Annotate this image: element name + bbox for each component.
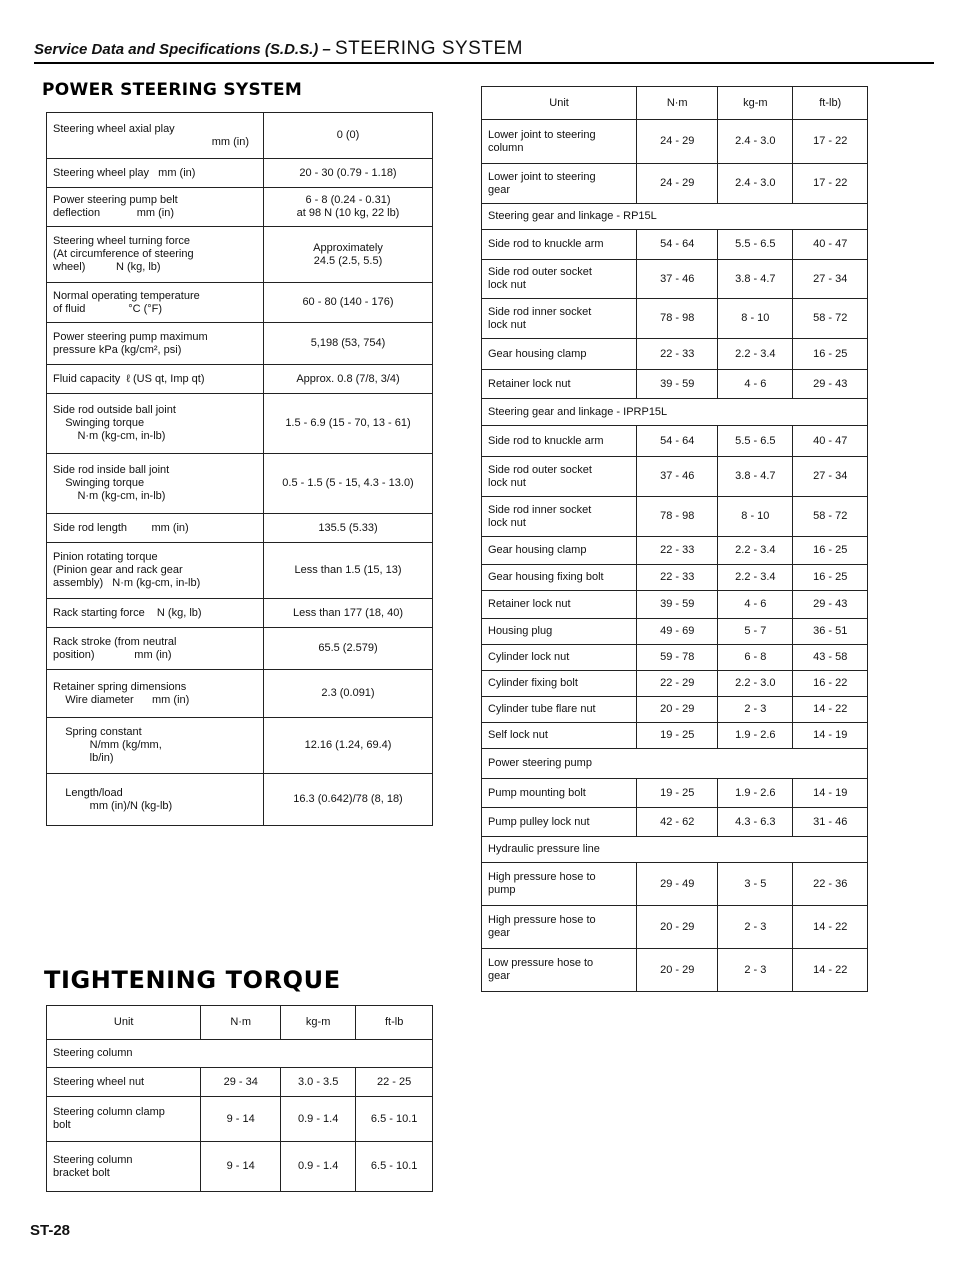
spec-label: Steering wheel play mm (in)	[53, 166, 196, 179]
item-label	[482, 645, 637, 671]
table-row	[482, 120, 868, 164]
torque-kgm: 0.9 - 1.4	[281, 1097, 356, 1142]
item-text: Steering column clamp bolt	[53, 1106, 165, 1131]
spec-value: Less than 177 (18, 40)	[292, 606, 404, 619]
spec-unit: mm (in)	[211, 135, 249, 148]
spec-value: 60 - 80 (140 - 176)	[302, 296, 394, 308]
torque-nm: 24 - 29	[637, 120, 718, 164]
spec-value: 16.3 (0.642)/78 (8, 18)	[293, 793, 403, 805]
table-row	[482, 339, 868, 370]
spec-row	[47, 454, 433, 514]
spec-value-cell	[264, 188, 433, 227]
torque-kgm: 5.5 - 6.5	[718, 230, 793, 260]
item-label	[482, 260, 637, 299]
item-label	[482, 299, 637, 339]
item-label	[482, 537, 637, 565]
torque-ftlb: 58 - 72	[793, 497, 868, 537]
spec-value: 0.5 - 1.5 (5 - 15, 4.3 - 13.0)	[282, 477, 414, 489]
spec-value-cell	[264, 543, 433, 599]
torque-nm: 22 - 33	[637, 565, 718, 591]
spec-label: Steering wheel axial play	[53, 122, 175, 135]
spec-label-cell	[47, 514, 264, 543]
table-row	[47, 1142, 433, 1192]
torque-ftlb: 29 - 43	[793, 370, 868, 399]
table-row	[482, 645, 868, 671]
torque-ftlb: 14 - 22	[793, 906, 868, 949]
spec-label: Fluid capacity ℓ (US qt, Imp qt)	[53, 372, 205, 385]
spec-value-cell	[264, 670, 433, 718]
torque-ftlb: 16 - 25	[793, 339, 868, 370]
spec-label-cell	[47, 159, 264, 188]
item-label	[47, 1068, 201, 1097]
spec-label: Length/load mm (in)/N (kg-lb)	[65, 786, 173, 812]
torque-nm: 78 - 98	[637, 497, 718, 537]
table-row	[482, 164, 868, 204]
table-row	[47, 1068, 433, 1097]
torque-kgm: 2 - 3	[718, 906, 793, 949]
spec-row	[47, 323, 433, 365]
torque-kgm: 3.8 - 4.7	[718, 260, 793, 299]
item-text: Side rod outer socket lock nut	[488, 266, 592, 291]
spec-value-cell	[264, 718, 433, 774]
spec-label: Normal operating temperature of fluid °C (°F)	[53, 289, 200, 315]
item-label	[482, 906, 637, 949]
torque-ftlb: 17 - 22	[793, 120, 868, 164]
torque-nm: 9 - 14	[201, 1097, 281, 1142]
torque-nm: 24 - 29	[637, 164, 718, 204]
spec-value-cell	[264, 394, 433, 454]
table-row	[482, 426, 868, 457]
group-row	[482, 204, 868, 230]
item-text: Steering column bracket bolt	[53, 1153, 133, 1179]
header-title: STEERING SYSTEM	[334, 38, 523, 59]
torque-ftlb: 14 - 19	[793, 779, 868, 808]
spec-label: Side rod inside ball joint Swinging torque N·m (kg-cm, in-lb)	[53, 464, 170, 502]
table-row	[482, 723, 868, 749]
torque-ftlb: 40 - 47	[793, 230, 868, 260]
item-text: Gear housing clamp	[488, 347, 587, 360]
torque-nm: 9 - 14	[201, 1142, 281, 1192]
table-row	[482, 697, 868, 723]
torque-kgm: 4 - 6	[718, 591, 793, 619]
torque-ftlb: 17 - 22	[793, 164, 868, 204]
torque-kgm: 2.4 - 3.0	[718, 164, 793, 204]
item-text: Pump pulley lock nut	[488, 815, 590, 828]
spec-row	[47, 227, 433, 283]
item-label	[482, 565, 637, 591]
spec-label: Steering wheel turning force (At circumference of steering wheel) N (kg, lb)	[53, 235, 194, 273]
header-prefix: Service Data and Specifications (S.D.S.) –	[34, 41, 335, 58]
torque-nm: 29 - 49	[637, 863, 718, 906]
torque-nm: 37 - 46	[637, 457, 718, 497]
item-label	[482, 497, 637, 537]
item-label	[482, 949, 637, 992]
group-label: Steering column	[47, 1040, 433, 1068]
spec-row	[47, 365, 433, 394]
table-row	[482, 299, 868, 339]
tightening-torque-table	[46, 1005, 433, 1192]
item-text: Low pressure hose to gear	[488, 957, 594, 982]
spec-label-cell	[47, 543, 264, 599]
spec-value-cell	[264, 283, 433, 323]
item-label	[482, 671, 637, 697]
spec-row	[47, 628, 433, 670]
spec-label-cell	[47, 670, 264, 718]
item-text: Side rod to knuckle arm	[488, 238, 604, 250]
table-row	[482, 230, 868, 260]
torque-table-continued	[481, 86, 868, 992]
item-text: Lower joint to steering gear	[488, 170, 596, 196]
spec-row	[47, 394, 433, 454]
spec-value-cell	[264, 159, 433, 188]
spec-row	[47, 670, 433, 718]
group-row	[482, 749, 868, 779]
item-text: Self lock nut	[488, 729, 548, 741]
table-row	[482, 906, 868, 949]
item-label	[482, 339, 637, 370]
torque-kgm: 0.9 - 1.4	[281, 1142, 356, 1192]
spec-value: 1.5 - 6.9 (15 - 70, 13 - 61)	[285, 417, 411, 429]
spec-label-cell	[47, 718, 264, 774]
spec-value: 12.16 (1.24, 69.4)	[304, 739, 392, 751]
torque-ftlb: 58 - 72	[793, 299, 868, 339]
spec-value: 5,198 (53, 754)	[310, 337, 386, 349]
spec-value-cell	[264, 113, 433, 159]
torque-kgm: 1.9 - 2.6	[718, 723, 793, 749]
torque-nm: 19 - 25	[637, 723, 718, 749]
spec-row	[47, 188, 433, 227]
spec-label: Power steering pump belt deflection mm (in)	[53, 194, 178, 219]
torque-ftlb: 43 - 58	[793, 645, 868, 671]
torque-ftlb: 6.5 - 10.1	[356, 1097, 433, 1142]
power-steering-title: POWER STEERING SYSTEM	[42, 80, 303, 100]
item-label	[482, 723, 637, 749]
item-label	[482, 863, 637, 906]
torque-kgm: 5.5 - 6.5	[718, 426, 793, 457]
item-label	[482, 120, 637, 164]
item-label	[482, 230, 637, 260]
spec-value-cell	[264, 774, 433, 826]
column-header: ft-lb)	[793, 87, 868, 120]
torque-nm: 22 - 33	[637, 339, 718, 370]
torque-kgm: 6 - 8	[718, 645, 793, 671]
spec-value-cell	[264, 365, 433, 394]
spec-label: Power steering pump maximum pressure kPa (kg/cm², psi)	[53, 330, 208, 356]
spec-label: Spring constant N/mm (kg/mm, lb/in)	[65, 726, 162, 764]
table-row	[47, 1097, 433, 1142]
spec-label-cell	[47, 454, 264, 514]
torque-ftlb: 14 - 22	[793, 949, 868, 992]
torque-ftlb: 14 - 19	[793, 723, 868, 749]
group-label: Steering gear and linkage - RP15L	[482, 204, 868, 230]
torque-nm: 39 - 59	[637, 370, 718, 399]
item-label	[482, 426, 637, 457]
item-label	[482, 697, 637, 723]
torque-ftlb: 16 - 25	[793, 565, 868, 591]
torque-nm: 20 - 29	[637, 906, 718, 949]
torque-kgm: 2.2 - 3.4	[718, 537, 793, 565]
group-row	[47, 1040, 433, 1068]
torque-ftlb: 14 - 22	[793, 697, 868, 723]
spec-label-cell	[47, 323, 264, 365]
group-label: Steering gear and linkage - IPRP15L	[482, 399, 868, 426]
table-row	[482, 671, 868, 697]
torque-kgm: 8 - 10	[718, 497, 793, 537]
spec-value: 2.3 (0.091)	[321, 687, 375, 699]
item-text: High pressure hose to pump	[488, 871, 596, 896]
spec-label-cell	[47, 283, 264, 323]
spec-value: 0 (0)	[336, 129, 360, 141]
torque-nm: 19 - 25	[637, 779, 718, 808]
item-label	[47, 1142, 201, 1192]
group-row	[482, 837, 868, 863]
spec-value-cell	[264, 323, 433, 365]
spec-label: Side rod length mm (in)	[53, 521, 189, 534]
item-text: Cylinder fixing bolt	[488, 677, 578, 689]
item-label	[482, 164, 637, 204]
spec-label-cell	[47, 113, 264, 159]
torque-nm: 54 - 64	[637, 426, 718, 457]
spec-label-cell	[47, 365, 264, 394]
column-header: kg-m	[281, 1006, 356, 1040]
column-header: ft-lb	[356, 1006, 433, 1040]
group-label: Hydraulic pressure line	[482, 837, 868, 863]
power-steering-table	[46, 112, 433, 826]
torque-ftlb: 16 - 25	[793, 537, 868, 565]
torque-kgm: 5 - 7	[718, 619, 793, 645]
torque-nm: 59 - 78	[637, 645, 718, 671]
torque-nm: 78 - 98	[637, 299, 718, 339]
spec-value-cell	[264, 227, 433, 283]
spec-row	[47, 514, 433, 543]
torque-nm: 42 - 62	[637, 808, 718, 837]
item-label	[482, 619, 637, 645]
table-row	[482, 591, 868, 619]
torque-kgm: 2.2 - 3.4	[718, 565, 793, 591]
table-row	[482, 863, 868, 906]
torque-kgm: 8 - 10	[718, 299, 793, 339]
spec-row	[47, 283, 433, 323]
tightening-torque-title: TIGHTENING TORQUE	[44, 966, 341, 994]
torque-ftlb: 27 - 34	[793, 457, 868, 497]
item-text: Gear housing clamp	[488, 544, 587, 556]
torque-nm: 37 - 46	[637, 260, 718, 299]
table-header-row	[47, 1006, 433, 1040]
item-text: Cylinder lock nut	[488, 651, 570, 663]
table-row	[482, 457, 868, 497]
column-header: N·m	[201, 1006, 281, 1040]
torque-nm: 49 - 69	[637, 619, 718, 645]
spec-value: 20 - 30 (0.79 - 1.18)	[299, 166, 397, 179]
item-text: Side rod to knuckle arm	[488, 434, 604, 447]
spec-value-cell	[264, 628, 433, 670]
torque-nm: 54 - 64	[637, 230, 718, 260]
spec-row	[47, 159, 433, 188]
torque-nm: 22 - 29	[637, 671, 718, 697]
torque-ftlb: 6.5 - 10.1	[356, 1142, 433, 1192]
item-text: Lower joint to steering column	[488, 128, 596, 154]
item-label	[482, 779, 637, 808]
torque-kgm: 2.2 - 3.4	[718, 339, 793, 370]
table-row	[482, 565, 868, 591]
torque-ftlb: 16 - 22	[793, 671, 868, 697]
item-text: Side rod inner socket lock nut	[488, 503, 592, 529]
spec-value: 65.5 (2.579)	[318, 642, 378, 654]
table-row	[482, 260, 868, 299]
torque-kgm: 3.8 - 4.7	[718, 457, 793, 497]
spec-label-cell	[47, 227, 264, 283]
column-header: Unit	[482, 87, 637, 120]
spec-value-cell	[264, 514, 433, 543]
item-text: Side rod inner socket lock nut	[488, 305, 592, 331]
table-row	[482, 370, 868, 399]
header-rule	[34, 62, 934, 64]
torque-kgm: 2.4 - 3.0	[718, 120, 793, 164]
spec-label-cell	[47, 599, 264, 628]
table-row	[482, 949, 868, 992]
torque-kgm: 2 - 3	[718, 949, 793, 992]
table-header-row	[482, 87, 868, 120]
torque-kgm: 4 - 6	[718, 370, 793, 399]
spec-label-cell	[47, 774, 264, 826]
item-text: Gear housing fixing bolt	[488, 571, 604, 583]
item-text: Pump mounting bolt	[488, 786, 586, 799]
spec-label: Side rod outside ball joint Swinging torque N·m (kg-cm, in-lb)	[53, 404, 176, 442]
group-row	[482, 399, 868, 426]
spec-label: Pinion rotating torque (Pinion gear and rack gear assembly) N·m (kg-cm, in-lb)	[53, 551, 201, 589]
spec-row	[47, 599, 433, 628]
torque-kgm: 4.3 - 6.3	[718, 808, 793, 837]
item-text: Cylinder tube flare nut	[488, 703, 596, 715]
torque-ftlb: 29 - 43	[793, 591, 868, 619]
spec-label: Rack starting force N (kg, lb)	[53, 606, 202, 619]
spec-label-cell	[47, 394, 264, 454]
spec-value-cell	[264, 599, 433, 628]
item-label	[482, 457, 637, 497]
item-text: Retainer lock nut	[488, 377, 571, 390]
column-header: kg-m	[718, 87, 793, 120]
table-row	[482, 619, 868, 645]
item-label	[482, 370, 637, 399]
spec-label: Rack stroke (from neutral position) mm (in)	[53, 635, 177, 661]
torque-ftlb: 22 - 36	[793, 863, 868, 906]
item-label	[482, 808, 637, 837]
torque-ftlb: 27 - 34	[793, 260, 868, 299]
table-row	[482, 779, 868, 808]
spec-row	[47, 113, 433, 159]
item-text: Housing plug	[488, 625, 553, 637]
group-label: Power steering pump	[482, 749, 868, 779]
torque-ftlb: 22 - 25	[356, 1068, 433, 1097]
spec-label-cell	[47, 188, 264, 227]
torque-kgm: 3 - 5	[718, 863, 793, 906]
torque-nm: 29 - 34	[201, 1068, 281, 1097]
page-number: ST-28	[30, 1222, 71, 1239]
torque-ftlb: 36 - 51	[793, 619, 868, 645]
column-header: Unit	[47, 1006, 201, 1040]
torque-ftlb: 31 - 46	[793, 808, 868, 837]
table-row	[482, 497, 868, 537]
spec-label: Retainer spring dimensions Wire diameter mm (in)	[53, 680, 190, 706]
spec-row	[47, 718, 433, 774]
spec-row	[47, 774, 433, 826]
spec-value: 6 - 8 (0.24 - 0.31) at 98 N (10 kg, 22 lb)	[296, 194, 400, 219]
table-row	[482, 808, 868, 837]
torque-ftlb: 40 - 47	[793, 426, 868, 457]
torque-nm: 22 - 33	[637, 537, 718, 565]
table-row	[482, 537, 868, 565]
spec-value: 135.5 (5.33)	[318, 521, 378, 534]
item-text: Steering wheel nut	[53, 1075, 145, 1088]
torque-nm: 20 - 29	[637, 949, 718, 992]
item-label	[482, 591, 637, 619]
torque-nm: 20 - 29	[637, 697, 718, 723]
spec-value-cell	[264, 454, 433, 514]
torque-kgm: 3.0 - 3.5	[281, 1068, 356, 1097]
spec-value: Approx. 0.8 (7/8, 3/4)	[296, 372, 400, 385]
column-header: N·m	[637, 87, 718, 120]
item-text: Retainer lock nut	[488, 598, 571, 610]
page-header	[34, 38, 934, 60]
spec-value: Less than 1.5 (15, 13)	[294, 564, 402, 576]
spec-row	[47, 543, 433, 599]
torque-kgm: 1.9 - 2.6	[718, 779, 793, 808]
item-text: High pressure hose to gear	[488, 914, 596, 939]
item-text: Side rod outer socket lock nut	[488, 463, 592, 489]
spec-value: Approximately 24.5 (2.5, 5.5)	[313, 241, 383, 267]
item-label	[47, 1097, 201, 1142]
spec-label-cell	[47, 628, 264, 670]
torque-nm: 39 - 59	[637, 591, 718, 619]
torque-kgm: 2.2 - 3.0	[718, 671, 793, 697]
torque-kgm: 2 - 3	[718, 697, 793, 723]
